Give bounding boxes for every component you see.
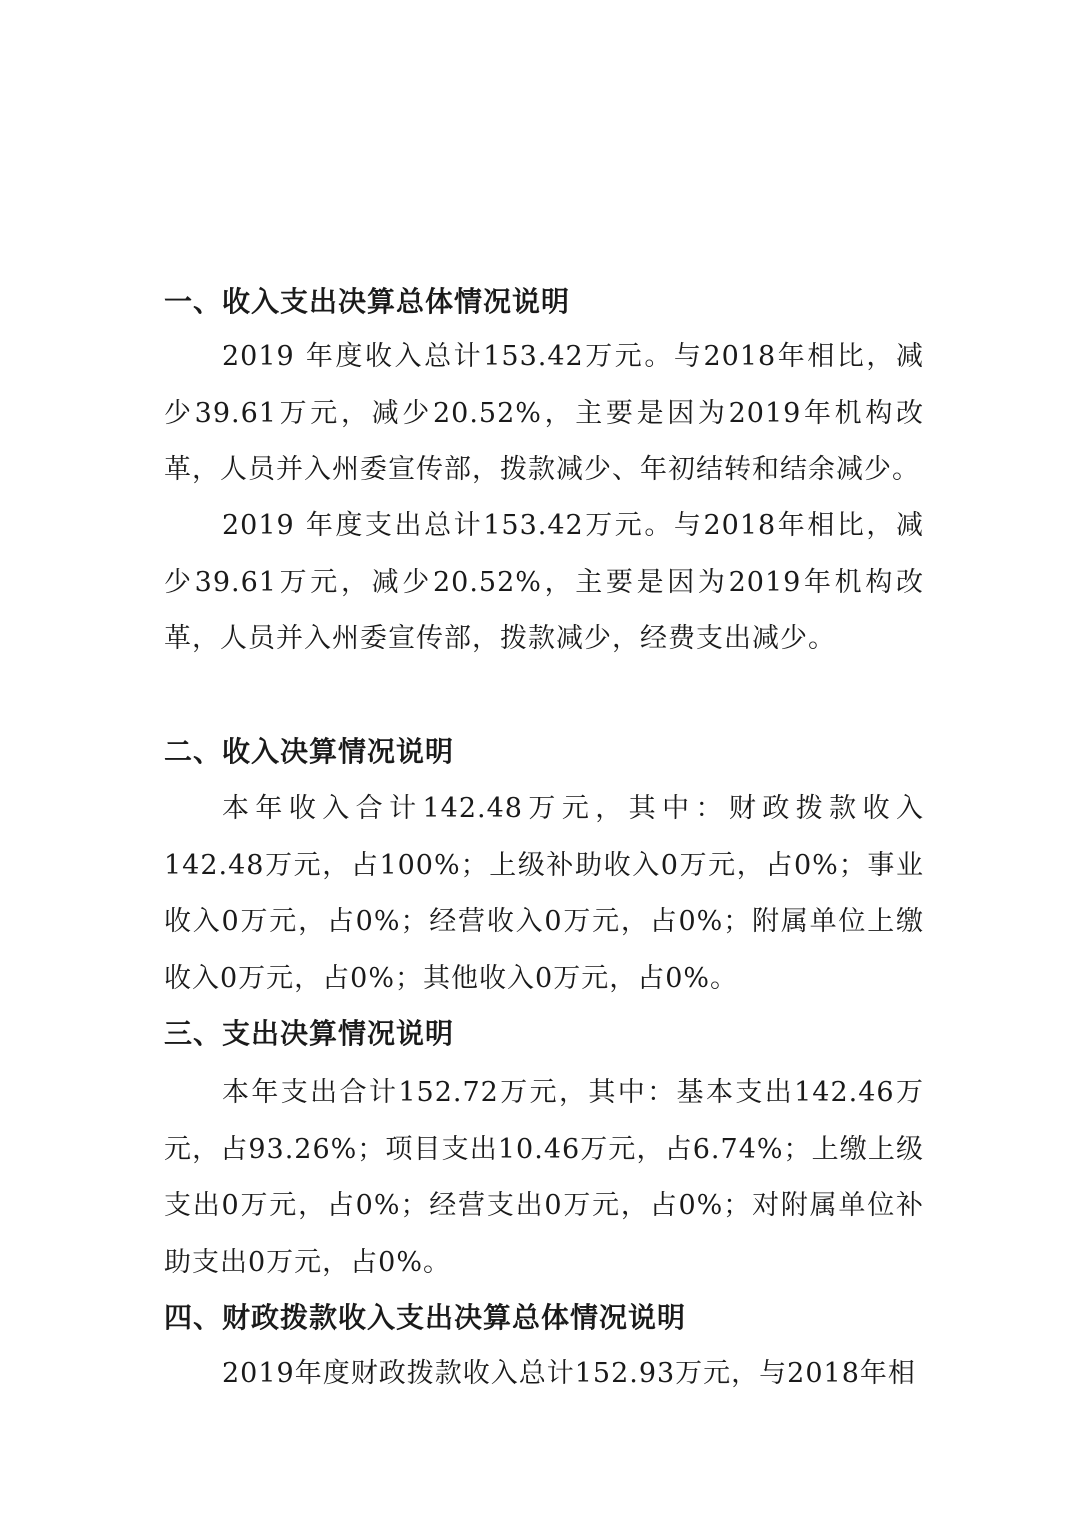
section-1-paragraph-expenditure: 2019 年度支出总计153.42万元。与2018年相比，减少39.61万元，减少20.52%，主要是因为2019年机构改革，人员并入州委宣传部，拨款减少，经费支出减少。 [164, 510, 924, 654]
section-2-heading: 二、收入决算情况说明 [164, 735, 455, 768]
section-4-paragraph: 2019年度财政拨款收入总计152.93万元，与2018年相 [222, 1358, 916, 1389]
section-1-paragraph-income: 2019 年度收入总计153.42万元。与2018年相比，减少39.61万元，减少20.52%，主要是因为2019年机构改革，人员并入州委宣传部，拨款减少、年初结转和结余减少。 [164, 341, 924, 485]
section-1-heading: 一、收入支出决算总体情况说明 [164, 285, 571, 318]
section-3-paragraph: 本年支出合计152.72万元，其中：基本支出142.46万元，占93.26%；项目支出10.46万元，占6.74%；上缴上级支出0万元，占0%；经营支出0万元，占0%；对附属单位补助支出0万元，占0%。 [164, 1077, 924, 1278]
section-3-heading: 三、支出决算情况说明 [164, 1017, 455, 1050]
section-4-heading: 四、财政拨款收入支出决算总体情况说明 [164, 1301, 687, 1334]
section-2-paragraph: 本年收入合计142.48万元，其中：财政拨款收入142.48万元，占100%；上级补助收入0万元，占0%；事业收入0万元，占0%；经营收入0万元，占0%；附属单位上缴收入0万元，占0%；其他收入0万元，占0%。 [164, 793, 924, 994]
